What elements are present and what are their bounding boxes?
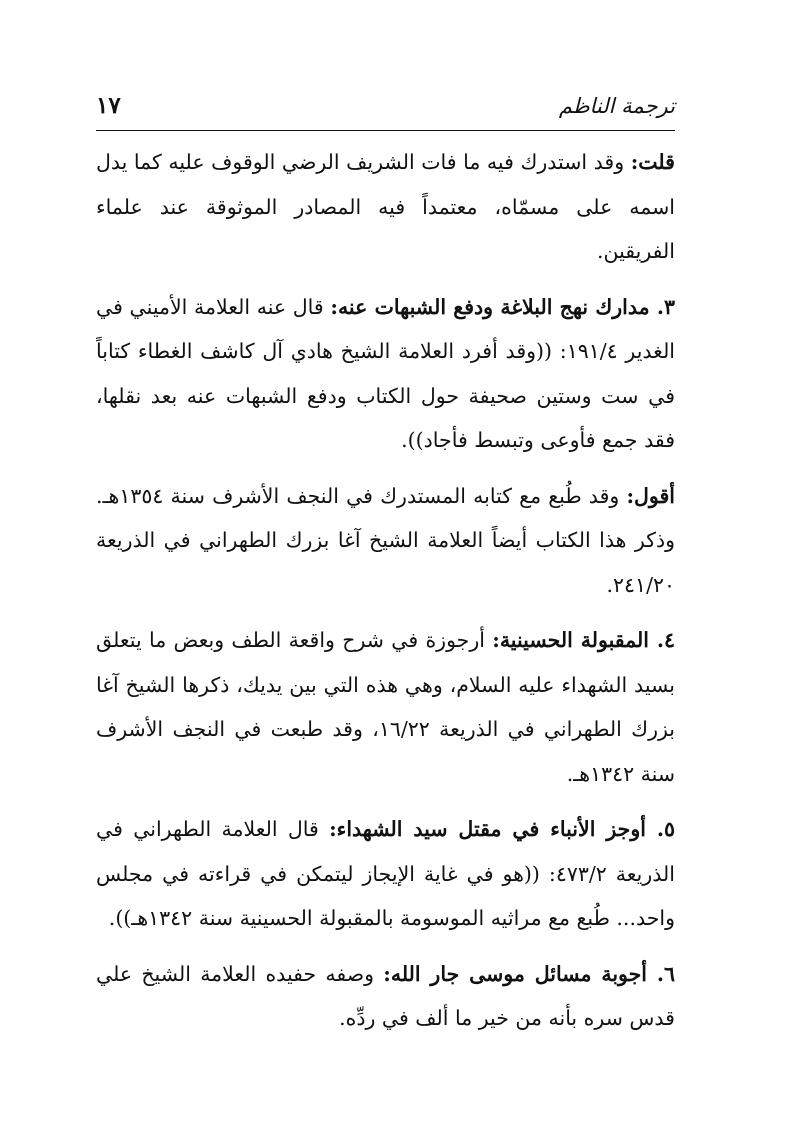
paragraph-aqulu xyxy=(96,474,675,608)
paragraph-text: قال العلامة الطهراني في الذريعة ٤٧٣/٢: ((هو في غاية الإيجاز ليتمكن في قراءته في مجلس واحد... طُبع مع مراثيه الموسومة بالمقبولة الحسينية سنة ١٣٤٢هـ)). xyxy=(96,817,675,930)
paragraph-lead: ٥. أوجز الأنباء في مقتل سيد الشهداء: xyxy=(329,817,675,841)
paragraph-text: وقد طُبع مع كتابه المستدرك في النجف الأشرف سنة ١٣٥٤هـ. وذكر هذا الكتاب أيضاً العلامة الشيخ آغا بزرك الطهراني في الذريعة ٢٤١/٢٠. xyxy=(96,483,675,597)
paragraph-lead: ٣. مدارك نهج البلاغة ودفع الشبهات عنه: xyxy=(330,294,675,319)
paragraph-text: أرجوزة في شرح واقعة الطف وبعض ما يتعلق بسيد الشهداء عليه السلام، وهي هذه التي بين يديك، ذكرها الشيخ آغا بزرك الطهراني في الذريعة ١٦/٢٢، وقد طبعت في النجف الأشرف سنة ١٣٤٢هـ. xyxy=(96,628,675,786)
paragraph-lead: ٤. المقبولة الحسينية: xyxy=(492,628,675,652)
paragraph-item-6 xyxy=(96,952,675,1041)
paragraph-text: وصفه حفيده العلامة الشيخ علي قدس سره بأنه من خير ما ألف في ردِّه. xyxy=(96,961,675,1030)
paragraph-item-5 xyxy=(96,807,675,941)
page-header xyxy=(96,92,675,128)
page-number: ١٧ xyxy=(96,92,121,119)
paragraph-item-4 xyxy=(96,618,675,796)
paragraph-lead: ٦. أجوبة مسائل موسى جار الله: xyxy=(383,961,675,986)
paragraph-qultu xyxy=(96,140,675,274)
paragraph-lead: أقول: xyxy=(626,483,675,508)
paragraph-item-3 xyxy=(96,285,675,463)
running-title: ترجمة الناظم xyxy=(558,94,675,118)
paragraph-lead: قلت: xyxy=(630,150,675,174)
paragraph-text: وقد استدرك فيه ما فات الشريف الرضي الوقوف عليه كما يدل اسمه على مسمّاه، معتمداً فيه المصادر الموثوقة عند علماء الفريقين. xyxy=(96,150,675,263)
page-body xyxy=(96,140,675,1041)
header-rule xyxy=(96,130,675,131)
paragraph-text: قال عنه العلامة الأميني في الغدير ١٩١/٤: ((وقد أفرد العلامة الشيخ هادي آل كاشف الغطاء كتاباً في ست وستين صحيفة حول الكتاب ودفع الشبهات عنه بعد نقلها، فقد جمع فأوعى وتبسط فأجاد)). xyxy=(96,294,676,452)
